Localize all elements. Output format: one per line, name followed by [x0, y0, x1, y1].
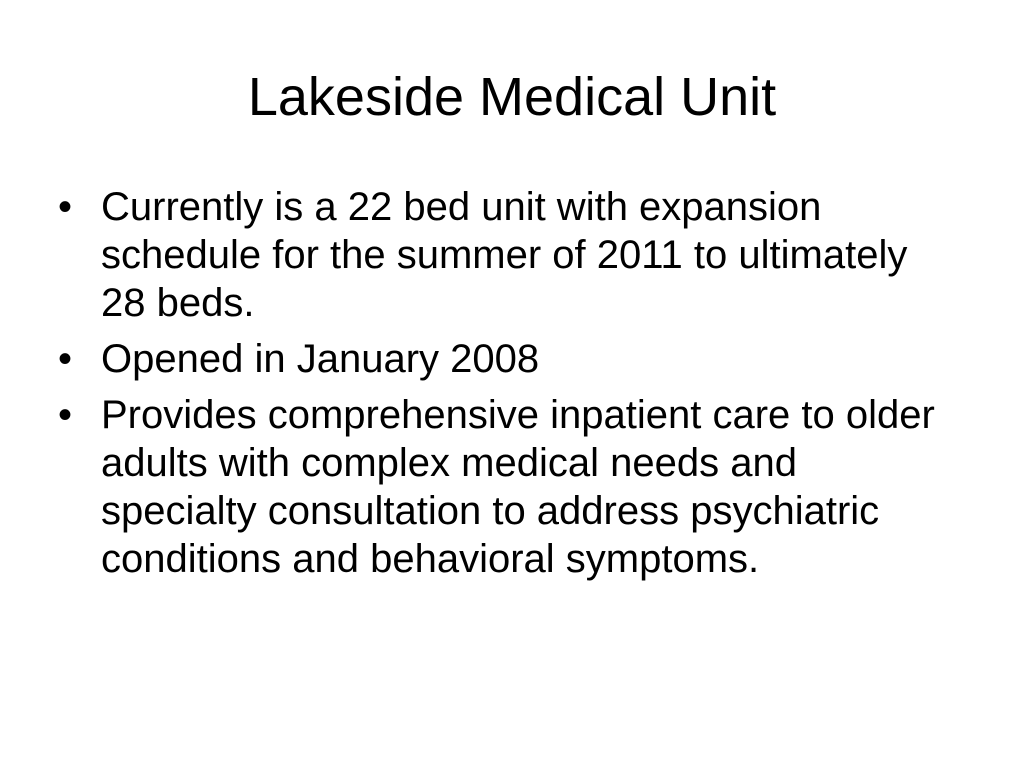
bullet-text: Provides comprehensive inpatient care to older adults with complex medical needs and specialty consultation to address psychiatric conditions and behavioral symptoms.	[101, 393, 935, 581]
bullet-dot-icon: •	[58, 393, 73, 437]
bullet-dot-icon: •	[58, 337, 73, 381]
bullet-item	[58, 391, 958, 583]
bullet-text: Currently is a 22 bed unit with expansion schedule for the summer of 2011 to ultimately 28 beds.	[101, 185, 908, 325]
bullet-text: Opened in January 2008	[101, 337, 540, 381]
bullet-list	[58, 183, 958, 591]
bullet-item	[58, 335, 958, 383]
bullet-dot-icon: •	[58, 185, 73, 229]
slide-title: Lakeside Medical Unit	[247, 67, 777, 127]
bullet-item	[58, 183, 958, 327]
